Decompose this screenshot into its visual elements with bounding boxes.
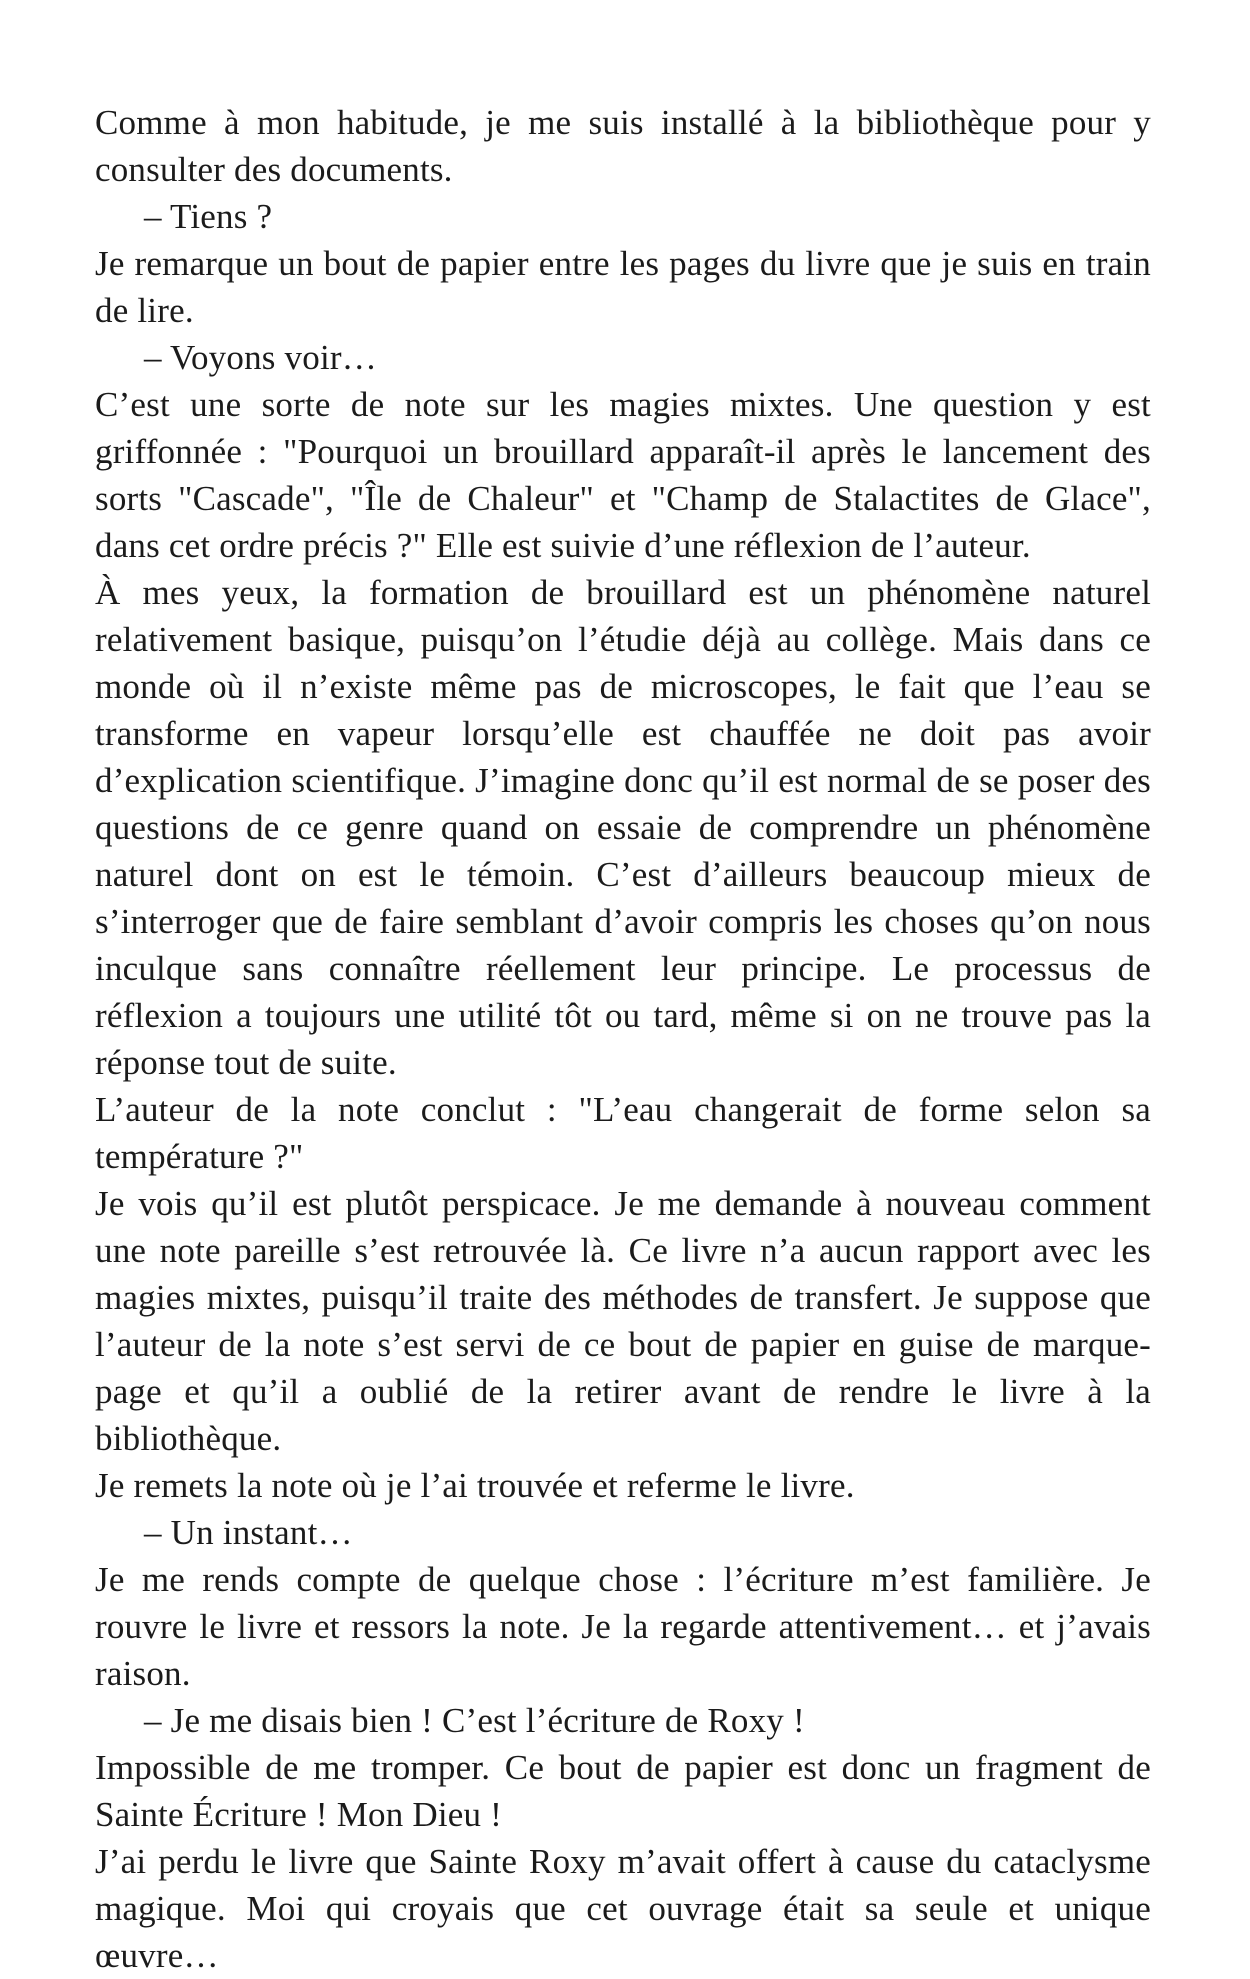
narration-paragraph: J’ai perdu le livre que Sainte Roxy m’avait offert à cause du cataclysme magique. Moi qui croyais que cet ouvrage était sa seule et unique œuvre… (95, 1842, 1151, 1975)
narration-paragraph: Je remets la note où je l’ai trouvée et referme le livre. (95, 1466, 855, 1505)
narration-paragraph: C’est une sorte de note sur les magies mixtes. Une question y est griffonnée : "Pourquoi un brouillard apparaît-il après le lancement des sorts "Cascade", "Île de Chaleur" et "Champ de Stalactites de Glace", dans cet ordre précis ?" Elle est suivie d’une réflexion de l’auteur. (95, 385, 1151, 565)
narration-paragraph: Je remarque un bout de papier entre les pages du livre que je suis en train de lire. (95, 244, 1151, 330)
narration-paragraph: Je vois qu’il est plutôt perspicace. Je me demande à nouveau comment une note pareille s’est retrouvée là. Ce livre n’a aucun rapport avec les magies mixtes, puisqu’il traite des méthodes de transfert. Je suppose que l’auteur de la note s’est servi de ce bout de papier en guise de marque-page et qu’il a oublié de la retirer avant de rendre le livre à la bibliothèque. (95, 1184, 1151, 1458)
narration-paragraph: Je me rends compte de quelque chose : l’écriture m’est familière. Je rouvre le livre et ressors la note. Je la regarde attentivement… et j’avais raison. (95, 1560, 1151, 1693)
dialogue-line: – Tiens ? (144, 197, 273, 236)
narration-paragraph: Comme à mon habitude, je me suis installé à la bibliothèque pour y consulter des documents. (95, 103, 1151, 189)
dialogue-line: – Voyons voir… (144, 338, 377, 377)
dialogue-line: – Un instant… (144, 1513, 353, 1552)
narration-paragraph: À mes yeux, la formation de brouillard est un phénomène naturel relativement basique, puisqu’on l’étudie déjà au collège. Mais dans ce monde où il n’existe même pas de microscopes, le fait que l’eau se transforme en vapeur lorsqu’elle est chauffée ne doit pas avoir d’explication scientifique. J’imagine donc qu’il est normal de se poser des questions de ce genre quand on essaie de comprendre un phénomène naturel dont on est le témoin. C’est d’ailleurs beaucoup mieux de s’interroger que de faire semblant d’avoir compris les choses qu’on nous inculque sans connaître réellement leur principe. Le processus de réflexion a toujours une utilité tôt ou tard, même si on ne trouve pas la réponse tout de suite. (95, 573, 1151, 1082)
narration-paragraph: Impossible de me tromper. Ce bout de papier est donc un fragment de Sainte Écriture ! Mon Dieu ! (95, 1748, 1151, 1834)
narration-paragraph: L’auteur de la note conclut : "L’eau changerait de forme selon sa température ?" (95, 1090, 1151, 1176)
dialogue-line: – Je me disais bien ! C’est l’écriture de Roxy ! (144, 1701, 805, 1740)
